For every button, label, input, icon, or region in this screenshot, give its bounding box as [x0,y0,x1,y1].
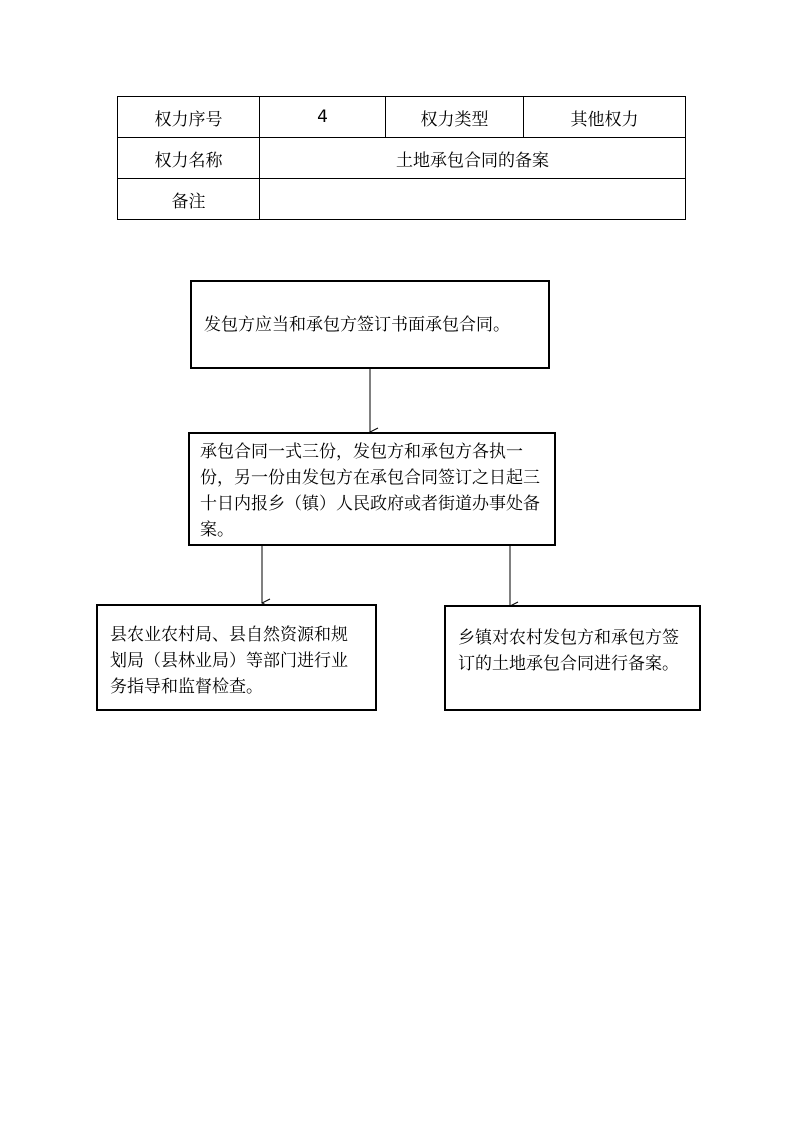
flow-step-county-guidance-text: 县农业农村局、县自然资源和规划局（县林业局）等部门进行业务指导和监督检查。 [110,625,348,697]
flow-step-township-filing [444,605,701,711]
flow-step-filing [188,432,556,546]
flow-step-county-guidance [96,604,377,711]
power-number-label: 权力序号 [118,97,260,138]
power-number-value: 4 [260,97,386,138]
power-name-value: 土地承包合同的备案 [260,138,686,179]
remarks-label: 备注 [118,179,260,220]
flow-step-sign-contract-text: 发包方应当和承包方签订书面承包合同。 [204,314,510,335]
flow-step-filing-text: 承包合同一式三份，发包方和承包方各执一份，另一份由发包方在承包合同签订之日起三十日内报乡（镇）人民政府或者街道办事处备案。 [200,442,540,540]
flow-step-township-filing-text: 乡镇对农村发包方和承包方签订的土地承包合同进行备案。 [458,628,679,674]
flow-step-sign-contract [190,280,550,369]
power-type-value: 其他权力 [524,97,686,138]
power-type-label: 权力类型 [386,97,524,138]
power-name-label: 权力名称 [118,138,260,179]
